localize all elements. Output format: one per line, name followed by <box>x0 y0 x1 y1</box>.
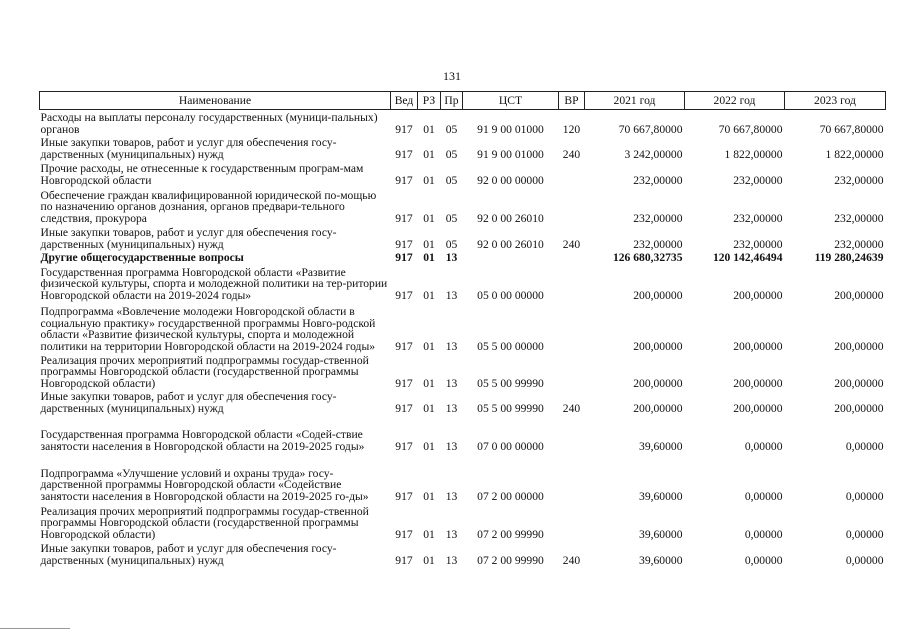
cell-pr: 13 <box>445 527 458 541</box>
cell-pr: 05 <box>445 147 458 161</box>
cell-cst: 91 9 00 01000 <box>477 122 544 136</box>
cell-y2023: 0,00000 <box>845 489 884 503</box>
cell-y2023: 200,00000 <box>834 401 884 415</box>
cell-cst: 07 2 00 99990 <box>477 553 544 567</box>
cell-vr <box>559 503 585 541</box>
cell-ved: 917 <box>395 122 413 136</box>
cell-rz: 01 <box>423 211 435 225</box>
cell-vr <box>559 453 585 503</box>
cell-rz: 01 <box>423 401 435 415</box>
cell-name: Обеспечение граждан квалифицированной юридической по-мощью по назначению органов дознания, органов предвари-тельного следствия, прокурора <box>40 188 377 225</box>
cell-rz: 01 <box>423 147 435 161</box>
cell-y2022: 1 822,00000 <box>724 147 783 161</box>
cell-cst: 07 2 00 99990 <box>477 527 544 541</box>
cell-ved: 917 <box>395 339 413 353</box>
cell-y2021: 232,00000 <box>633 173 683 187</box>
header-2023: 2023 год <box>785 92 886 110</box>
cell-y2022: 0,00000 <box>744 489 783 503</box>
cell-y2023: 70 667,80000 <box>819 122 884 136</box>
cell-y2023: 119 280,24639 <box>814 250 884 264</box>
cell-ved: 917 <box>395 439 413 453</box>
cell-pr: 13 <box>445 250 458 264</box>
cell-cst: 92 0 00 00000 <box>477 173 544 187</box>
table-row <box>40 225 886 251</box>
table-row <box>40 251 886 264</box>
header-ved: Вед <box>391 92 418 110</box>
cell-vr <box>559 187 585 225</box>
cell-y2022: 200,00000 <box>733 401 783 415</box>
cell-name: Прочие расходы, не отнесенные к государственным програм-мам Новгородской области <box>40 162 364 187</box>
cell-cst: 07 2 00 00000 <box>477 489 544 503</box>
cell-cst: 92 0 00 26010 <box>477 211 544 225</box>
header-2022: 2022 год <box>685 92 785 110</box>
header-name: Наименование <box>40 92 391 110</box>
cell-cst <box>463 251 559 264</box>
budget-table <box>39 91 886 567</box>
cell-name: Расходы на выплаты персоналу государственных (муници-пальных) органов <box>40 111 378 136</box>
header-pr: Пр <box>441 92 463 110</box>
page-number: 131 <box>443 69 461 83</box>
cell-y2023: 200,00000 <box>834 339 884 353</box>
cell-y2022: 200,00000 <box>733 376 783 390</box>
cell-name: Другие общегосударственные вопросы <box>40 250 244 264</box>
cell-vr: 240 <box>562 237 581 251</box>
table-row <box>40 353 886 390</box>
cell-cst: 05 5 00 99990 <box>477 401 544 415</box>
cell-vr: 240 <box>562 401 581 415</box>
cell-y2023: 200,00000 <box>834 376 884 390</box>
cell-name: Реализация прочих мероприятий подпрограммы государ-ственной программы Новгородской области (государственной программы Новгородской области) <box>40 504 369 541</box>
cell-name: Реализация прочих мероприятий подпрограммы государ-ственной программы Новгородской области (государственной программы Новгородской области) <box>40 353 369 390</box>
cell-y2023: 1 822,00000 <box>825 147 884 161</box>
cell-ved: 917 <box>395 401 413 415</box>
cell-y2022: 232,00000 <box>733 211 783 225</box>
cell-vr <box>559 415 585 453</box>
cell-ved: 917 <box>395 527 413 541</box>
table-row <box>40 390 886 415</box>
cell-y2023: 232,00000 <box>834 173 884 187</box>
cell-pr: 13 <box>445 489 458 503</box>
table-header-row <box>40 92 886 110</box>
cell-rz: 01 <box>423 173 435 187</box>
cell-rz: 01 <box>423 250 435 264</box>
cell-pr: 13 <box>445 439 458 453</box>
cell-pr: 13 <box>445 288 458 302</box>
table-row <box>40 541 886 567</box>
cell-rz: 01 <box>423 489 435 503</box>
cell-vr: 240 <box>562 553 581 567</box>
cell-vr <box>559 251 585 264</box>
cell-name: Иные закупки товаров, работ и услуг для обеспечения госу-дарственных (муниципальных) нужд <box>40 136 337 161</box>
cell-y2022: 0,00000 <box>744 439 783 453</box>
cell-y2023: 0,00000 <box>845 553 884 567</box>
cell-y2022: 0,00000 <box>744 553 783 567</box>
cell-ved: 917 <box>395 376 413 390</box>
table-row <box>40 503 886 541</box>
cell-y2022: 200,00000 <box>733 339 783 353</box>
cell-rz: 01 <box>423 527 435 541</box>
cell-y2021: 200,00000 <box>633 339 683 353</box>
cell-y2021: 200,00000 <box>633 401 683 415</box>
header-2021: 2021 год <box>585 92 685 110</box>
table-row <box>40 453 886 503</box>
cell-y2022: 120 142,46494 <box>712 250 783 264</box>
cell-ved: 917 <box>395 211 413 225</box>
header-vr: ВР <box>559 92 585 110</box>
cell-rz: 01 <box>423 237 435 251</box>
cell-y2021: 39,60000 <box>639 553 683 567</box>
cell-rz: 01 <box>423 288 435 302</box>
cell-vr <box>559 302 585 353</box>
cell-pr: 13 <box>445 339 458 353</box>
cell-y2023: 0,00000 <box>845 439 884 453</box>
cell-y2022: 70 667,80000 <box>718 122 783 136</box>
cell-cst: 92 0 00 26010 <box>477 237 544 251</box>
table-row <box>40 110 886 136</box>
cell-y2023: 232,00000 <box>834 211 884 225</box>
cell-pr: 05 <box>445 173 458 187</box>
cell-name: Подпрограмма «Вовлечение молодежи Новгородской области в социальную практику» государственной программы Новго-родской области «Развитие физической культуры, спорта и молодежной политики на территории Новгородской области на 2019-2024 годы» <box>40 305 376 353</box>
cell-ved: 917 <box>395 147 413 161</box>
cell-name: Иные закупки товаров, работ и услуг для обеспечения госу-дарственных (муниципальных) нужд <box>40 226 337 251</box>
cell-ved: 917 <box>395 288 413 302</box>
cell-rz: 01 <box>423 339 435 353</box>
cell-y2022: 232,00000 <box>733 173 783 187</box>
cell-y2023: 232,00000 <box>834 237 884 251</box>
cell-y2021: 70 667,80000 <box>618 122 683 136</box>
cell-y2021: 39,60000 <box>639 527 683 541</box>
cell-pr: 13 <box>445 376 458 390</box>
page-edge-line <box>0 628 70 629</box>
cell-y2022: 0,00000 <box>744 527 783 541</box>
cell-ved: 917 <box>395 237 413 251</box>
cell-y2021: 126 680,32735 <box>612 250 683 264</box>
cell-vr <box>559 353 585 390</box>
cell-name: Государственная программа Новгородской области «Развитие физической культуры, спорта и молодежной политики на тер-ритории Новгородской области на 2019-2024 годы» <box>40 265 388 302</box>
table-row <box>40 415 886 453</box>
cell-y2021: 39,60000 <box>639 439 683 453</box>
cell-pr: 13 <box>445 553 458 567</box>
cell-ved: 917 <box>395 250 413 264</box>
cell-y2021: 39,60000 <box>639 489 683 503</box>
header-cst: ЦСТ <box>463 92 559 110</box>
cell-pr: 05 <box>445 122 458 136</box>
cell-vr: 120 <box>562 122 581 136</box>
cell-vr: 240 <box>562 147 581 161</box>
cell-name: Иные закупки товаров, работ и услуг для обеспечения госу-дарственных (муниципальных) нужд <box>40 390 337 415</box>
table-row <box>40 136 886 161</box>
cell-cst: 05 5 00 99990 <box>477 376 544 390</box>
cell-y2021: 232,00000 <box>633 211 683 225</box>
cell-rz: 01 <box>423 122 435 136</box>
cell-name: Иные закупки товаров, работ и услуг для обеспечения госу-дарственных (муниципальных) нужд <box>40 542 337 567</box>
cell-cst: 05 0 00 00000 <box>477 288 544 302</box>
cell-ved: 917 <box>395 553 413 567</box>
cell-y2021: 200,00000 <box>633 288 683 302</box>
cell-ved: 917 <box>395 489 413 503</box>
cell-pr: 05 <box>445 237 458 251</box>
cell-cst: 05 5 00 00000 <box>477 339 544 353</box>
cell-rz: 01 <box>423 376 435 390</box>
cell-y2022: 232,00000 <box>733 237 783 251</box>
table-row <box>40 187 886 225</box>
header-rz: РЗ <box>418 92 441 110</box>
cell-y2021: 200,00000 <box>633 376 683 390</box>
cell-y2022: 200,00000 <box>733 288 783 302</box>
table-row <box>40 264 886 302</box>
cell-y2021: 3 242,00000 <box>624 147 683 161</box>
cell-name: Подпрограмма «Улучшение условий и охраны труда» госу-дарственной программы Новгородской области «Содействие занятости населения в Новгородской области на 2019-2025 го-ды» <box>40 466 369 503</box>
cell-rz: 01 <box>423 553 435 567</box>
cell-rz: 01 <box>423 439 435 453</box>
cell-cst: 07 0 00 00000 <box>477 439 544 453</box>
cell-pr: 05 <box>445 211 458 225</box>
cell-y2021: 232,00000 <box>633 237 683 251</box>
cell-cst: 91 9 00 01000 <box>477 147 544 161</box>
cell-vr <box>559 264 585 302</box>
cell-y2023: 0,00000 <box>845 527 884 541</box>
cell-pr: 13 <box>445 401 458 415</box>
cell-ved: 917 <box>395 173 413 187</box>
table-row <box>40 161 886 187</box>
cell-name: Государственная программа Новгородской области «Содей-ствие занятости населения в Новгородской области на 2019-2025 годы» <box>40 428 365 453</box>
table-row <box>40 302 886 353</box>
cell-y2023: 200,00000 <box>834 288 884 302</box>
cell-vr <box>559 161 585 187</box>
